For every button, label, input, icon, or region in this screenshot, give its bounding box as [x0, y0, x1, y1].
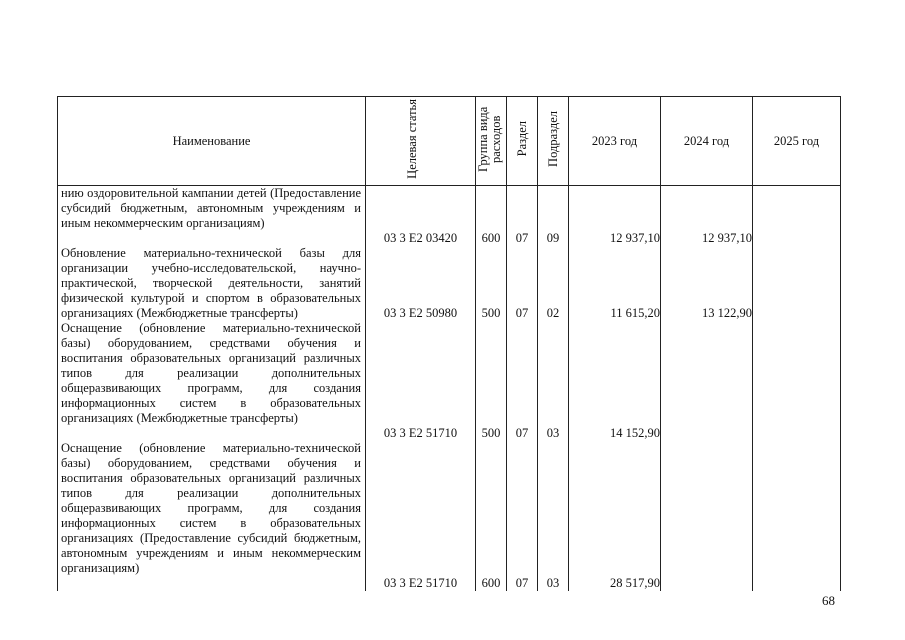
row-group: 600: [476, 441, 507, 591]
header-target-article: Целевая статья: [366, 97, 476, 186]
header-2023: 2023 год: [569, 97, 661, 186]
row-section: 07: [507, 246, 538, 321]
table-row: [58, 186, 841, 246]
header-section: Раздел: [507, 97, 538, 186]
row-section: 07: [507, 321, 538, 441]
row-2025: [753, 186, 841, 246]
row-2024: [661, 321, 753, 441]
row-name: нию оздоровительной кампании детей (Предоставление субсидий бюджетным, автономным учреждениям и иным некоммерческим организациям): [58, 186, 366, 246]
table-row: [58, 246, 841, 321]
row-name: Оснащение (обновление материально-технической базы) оборудованием, средствами обучения и воспитания образовательных организаций различных типов для реализации дополнительных общеразвивающих программ, для создания информационных систем в образовательных организациях (Предоставление субсидий бюджетным, автономным учреждениям и иным некоммерческим организациям): [58, 441, 366, 591]
row-subsection: 09: [538, 186, 569, 246]
budget-table: [57, 96, 841, 591]
row-subsection: 02: [538, 246, 569, 321]
row-code: 03 3 Е2 03420: [366, 186, 476, 246]
header-name: Наименование: [58, 97, 366, 186]
row-name: Оснащение (обновление материально-технической базы) оборудованием, средствами обучения и воспитания образовательных организаций различных типов для реализации дополнительных общеразвивающих программ, для создания информационных систем в образовательных организациях (Межбюджетные трансферты): [58, 321, 366, 441]
row-group: 500: [476, 321, 507, 441]
row-2025: [753, 441, 841, 591]
row-name: Обновление материально-технической базы для организации учебно-исследовательской, научно-практической, творческой деятельности, занятий физической культурой и спортом в образовательных организациях (Межбюджетные трансферты): [58, 246, 366, 321]
row-2024: [661, 441, 753, 591]
row-code: 03 3 Е2 51710: [366, 441, 476, 591]
row-2023: 14 152,90: [569, 321, 661, 441]
row-2024: 13 122,90: [661, 246, 753, 321]
table-header-row: [58, 97, 841, 186]
row-2023: 11 615,20: [569, 246, 661, 321]
row-section: 07: [507, 186, 538, 246]
row-section: 07: [507, 441, 538, 591]
row-2023: 12 937,10: [569, 186, 661, 246]
header-2024: 2024 год: [661, 97, 753, 186]
row-subsection: 03: [538, 441, 569, 591]
table-row: [58, 321, 841, 441]
page-number: 68: [822, 593, 835, 608]
row-code: 03 3 Е2 50980: [366, 246, 476, 321]
row-2023: 28 517,90: [569, 441, 661, 591]
row-2025: [753, 321, 841, 441]
row-subsection: 03: [538, 321, 569, 441]
row-code: 03 3 Е2 51710: [366, 321, 476, 441]
header-subsection: Подраздел: [538, 97, 569, 186]
row-2024: 12 937,10: [661, 186, 753, 246]
row-2025: [753, 246, 841, 321]
row-group: 500: [476, 246, 507, 321]
table-row: [58, 441, 841, 591]
header-2025: 2025 год: [753, 97, 841, 186]
header-expense-group: Группа вида расходов: [476, 97, 507, 186]
row-group: 600: [476, 186, 507, 246]
